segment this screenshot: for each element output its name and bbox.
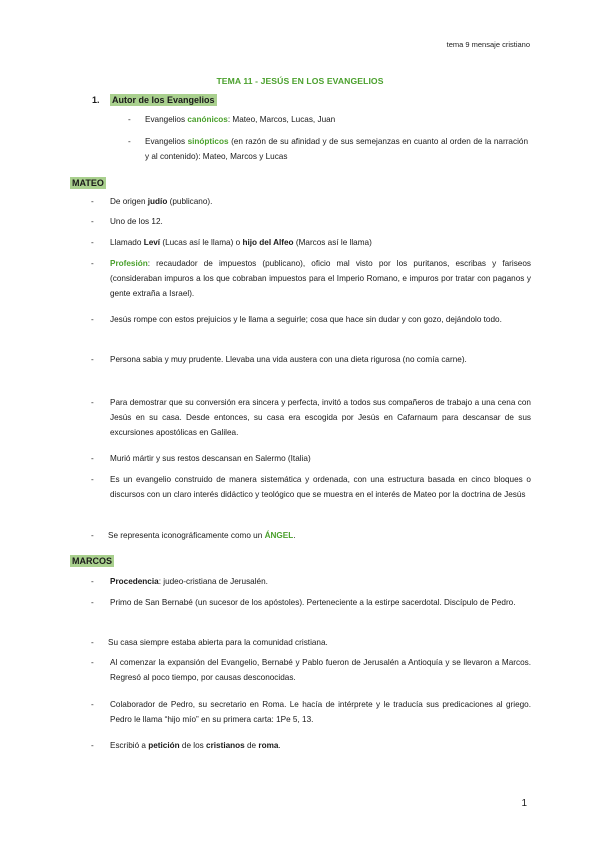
section-heading-marcos: MARCOS	[72, 556, 112, 566]
section-label: Autor de los Evangelios	[112, 95, 215, 105]
running-header: tema 9 mensaje cristiano	[446, 40, 530, 49]
document-page: tema 9 mensaje cristiano TEMA 11 - JESÚS EN LOS EVANGELIOS 1. Autor de los Evangelios - Evangelios canónicos: Mateo, Marcos, Lucas, Juan - Evangelios sinópticos (en razón de su afinidad y de sus semejanzas en cuanto al orden de la narración y al contenido): Mateo, Marcos y Lucas MATEO - De origen judío (publicano). - Uno de los 12. - Llamado Leví (Lucas así le llama) o hijo del Alfeo (Marcos así le llama) - Profesión: recaudador de impuestos (publicano), oficio mal visto por los puritanos, escribas y fariseos (consideraban impuros a los que cobraban impuestos para el Imperio Romano, e impuros por tratar con paganos y gente extraña a Israel). - Jesús rompe con estos prejuicios y le llama a seguirle; cosa que hace sin dudar y con gozo, dejándolo todo. - Persona sabia y muy prudente. Llevaba una vida austera con una dieta rigurosa (no comía carne). - Para demostrar que su conversión era sincera y perfecta, invitó a todos sus compañeros de trabajo a una cena con Jesús en su casa. Desde entonces, su casa era escogida por Jesús en Cafarnaum para descansar de sus excursiones apostólicas en Galilea. - Murió mártir y sus restos descansan en Salermo (Italia) - Es un evangelio construido de manera sistemática y ordenada, con una estructura basada en cinco bloques o discursos con un claro interés didáctico y teológico que se muestra en el interés de Mateo por la doctrina de Jesús - Se representa iconográficamente como un ÁNGEL. MARCOS - Procedencia: judeo-cristiana de Jerusalén. - Primo de San Bernabé (un sucesor de los apóstoles). Perteneciente a la estirpe sacerdotal. Discípulo de Pedro. - Su casa siempre estaba abierta para la comunidad cristiana. - Al comenzar la expansión del Evangelio, Bernabé y Pablo fueron de Jerusalén a Antioquía y se llevaron a Marcos. Regresó al poco tiempo, por causas desconocidas. - Colaborador de Pedro, su secretario en Roma. Le hacía de intérprete y le traducía sus predicaciones al griego. Pedro le llama “hijo mío” en su primera carta: 1Pe 5, 13. - Escribió a petición de los cristianos de roma. 1	[0, 0, 600, 848]
section-heading-authors	[92, 95, 217, 105]
page-number: 1	[521, 798, 527, 809]
section-heading-mateo: MATEO	[72, 178, 104, 188]
section-number: 1.	[92, 95, 100, 105]
document-title: TEMA 11 - JESÚS EN LOS EVANGELIOS	[216, 76, 384, 86]
